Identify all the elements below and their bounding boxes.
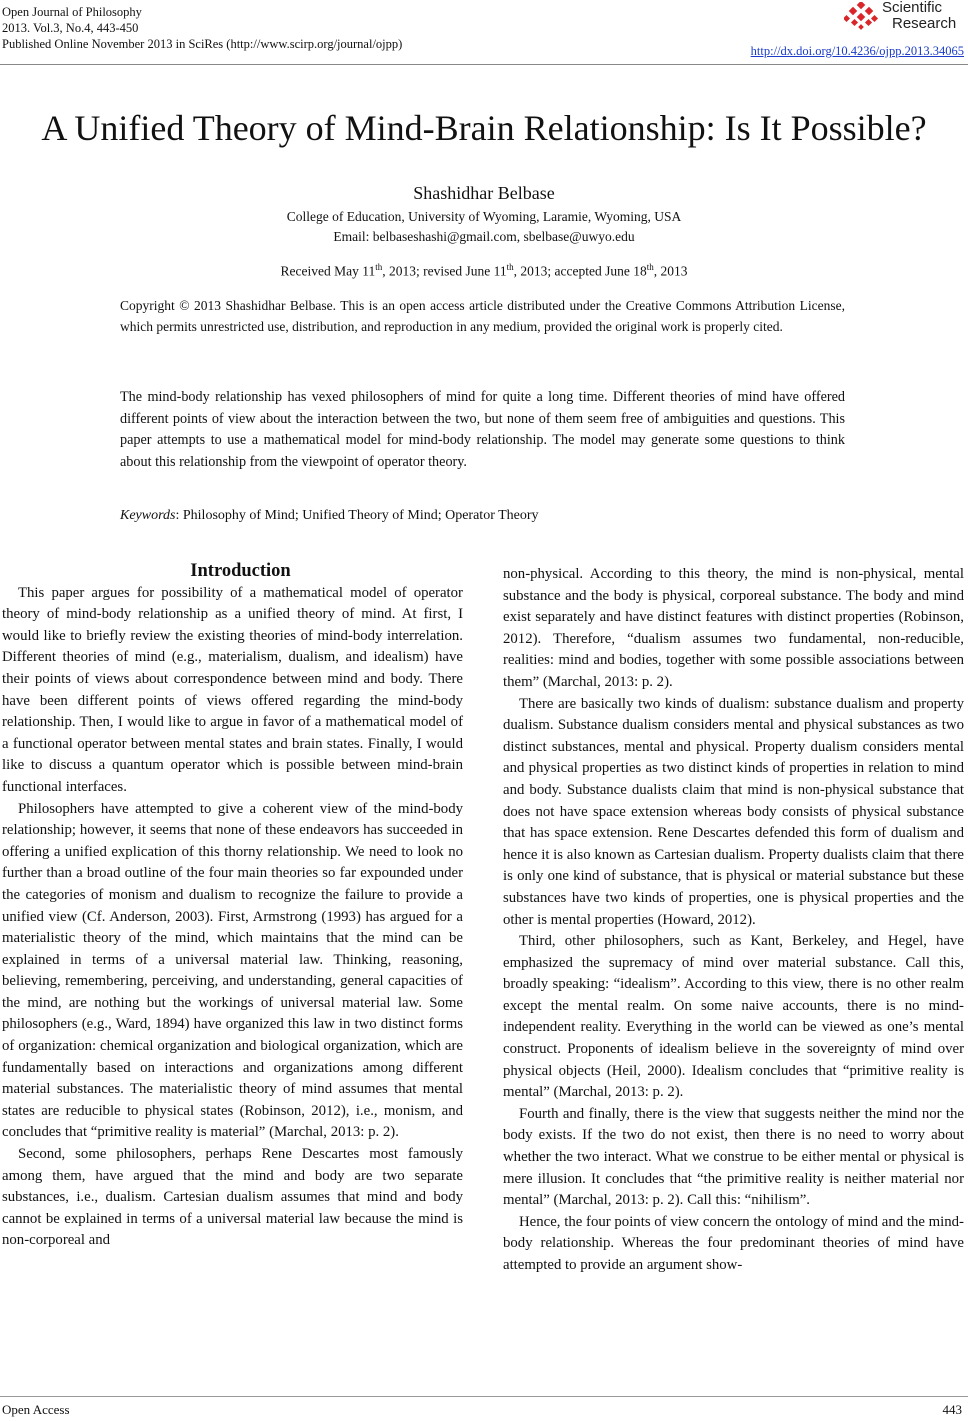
paragraph: This paper argues for possibility of a mathematical model of operator theory of mind-body relationship as a unified theory of mind. At first, I would like to briefly review the existing theories of mind-body interrelation. Different theories of mind (e.g., materialism, dualism, and idealism) have their points of views about correspondence between mind and body. There have been different points of views offered regarding the mind-body relationship. Then, I would like to argue in favor of a mathematical model of a functional operator between mental states and brain states. Finally, I would like to discuss a quantum operator which is possible between mind-brain functional interfaces.	[2, 584, 463, 795]
doi-link[interactable]: http://dx.doi.org/10.4236/ojpp.2013.34065	[750, 44, 964, 58]
right-column	[503, 564, 964, 1277]
page-number: 443	[942, 1402, 962, 1417]
keywords-label: Keywords	[120, 508, 176, 523]
received-dates	[0, 262, 968, 280]
paragraph: Fourth and finally, there is the view that suggests neither the mind nor the body exists. If the two do not exist, then there is no need to worry about whether the two interact. What we construe to be either mental or physical is mere illusion. It concludes that “the primitive reality is neither material nor mental” (Marchal, 2013: p. 2). Call this: “nihilism”.	[503, 1105, 964, 1209]
received-suffix: th	[375, 262, 383, 272]
copyright-notice: Copyright © 2013 Shashidhar Belbase. This is an open access article distributed under the Creative Commons Attribution License, which permits unrestricted use, distribution, and reproduction in any medium, provided the original work is properly cited.	[120, 298, 845, 334]
publication-note: Published Online November 2013 in SciRes (http://www.scirp.org/journal/ojpp)	[2, 37, 403, 51]
accepted-date: , 2013; accepted June 18	[513, 263, 647, 279]
abstract: The mind-body relationship has vexed philosophers of mind for quite a long time. Different theories of mind have offered different points of view about the interaction between the two, but none of them seem free of ambiguities and questions. This paper attempts to use a mathematical model for mind-body relationship. The model may generate some questions to think about this relationship from the viewpoint of operator theory.	[120, 389, 845, 470]
paragraph: Hence, the four points of view concern the ontology of mind and the mind-body relationship. Whereas the four predominant theories of mind have attempted to provide an argument show-	[503, 1213, 964, 1273]
paragraph: Third, other philosophers, such as Kant, Berkeley, and Hegel, have emphasized the supremacy of mind over material substance. Call this, broadly speaking: “idealism”. According to this view, there is no other realm except the mental realm. On some naive accounts, there is no mind-independent reality. Everything in the world can be viewed as one’s mental construct. Proponents of idealism believe in the sovereignty of mind over physical objects (Heil, 2000). Idealism concludes that “primitive reality is mental” (Marchal, 2013: p. 2).	[503, 933, 964, 1101]
paragraph: Second, some philosophers, perhaps Rene Descartes most famously among them, have argued that the mind and body are two separate substances, i.e., dualism. Cartesian dualism assumes that mind and body cannot be explained in terms of a universal material law because the mind is non-corporeal and	[2, 1146, 463, 1249]
author-affiliation: College of Education, University of Wyoming, Laramie, Wyoming, USA	[286, 209, 682, 224]
footer-open-access: Open Access	[2, 1402, 70, 1417]
paragraph: non-physical. According to this theory, the mind is non-physical, mental substance and the body is physical, corporeal substance. The body and mind exist separately and have distinct features with distinct properties (Robinson, 2012). Therefore, “dualism assumes two fundamental, non-reducible, realities: mind and bodies, together with some possible associations between them” (Marchal, 2013: p. 2).	[503, 566, 964, 690]
author-name: Shashidhar Belbase	[413, 183, 555, 203]
accepted-suffix: th	[646, 262, 654, 272]
logo-line-1: Scientific	[882, 0, 943, 16]
logo-wordmark	[882, 0, 956, 32]
keywords-list: : Philosophy of Mind; Unified Theory of Mind; Operator Theory	[175, 508, 539, 523]
journal-volume: 2013. Vol.3, No.4, 443-450	[2, 21, 139, 35]
author-email: Email: belbaseshashi@gmail.com, sbelbase@uwyo.edu	[333, 229, 635, 244]
paragraph: Philosophers have attempted to give a coherent view of the mind-body relationship; however, it seems that none of these endeavors has succeeded in offering a unified explication of this thorny relationship. We need to look no further than a broad outline of the four main theories so far expounded under the categories of monism and dualism to recognize the failure to provide a unified view (Cf. Anderson, 2003). First, Armstrong (1993) has argued for a materialistic theory of the mind, which maintains that the mind can be explained in terms of a universal material law. Thinking, reasoning, believing, remembering, perceiving, and understanding, general capacities of the mind, are nothing but the workings of universal material law. Some philosophers (e.g., Ward, 1894) have organized this law in two distinct forms of organization: chemical organization and biological organization, which are fundamentally based on interactions and organizations among different material substances. The materialistic theory of mind assumes that mental states are reducible to physical states (Robinson, 2012), i.e., monism, and concludes that “primitive reality is material” (Marchal, 2013: p. 2).	[2, 800, 463, 1141]
received-date: Received May 11	[280, 263, 376, 279]
logo-line-2: Research	[892, 15, 957, 32]
journal-name: Open Journal of Philosophy	[2, 5, 142, 19]
paper-title: A Unified Theory of Mind-Brain Relationship: Is It Possible?	[41, 108, 927, 148]
paragraph: There are basically two kinds of dualism: substance dualism and property dualism. Substance dualism considers mental and physical substances as two distinct substances, mental and physical. Property dualism considers mental and physical properties as two distinct kinds of properties in relation to mind and body. Substance dualists claim that mind is non-physical substance that does not have space extension whereas body consists of physical substance that has space extension. Rene Descartes defended this form of dualism and hence it is also known as Cartesian dualism. Property dualists claim that there is only one kind of substance, that is physical or material substance but these substances have two kinds of properties, one is physical properties and the other is mental properties (Howard, 2012).	[503, 695, 964, 928]
publisher-logo	[844, 0, 964, 36]
scientific-research-logo-icon	[844, 2, 880, 32]
left-column	[2, 561, 463, 1252]
header-rule	[0, 64, 968, 65]
section-title: Introduction	[190, 561, 291, 581]
keywords	[120, 508, 539, 524]
revised-suffix: th	[506, 262, 514, 272]
revised-date: , 2013; revised June 11	[382, 263, 507, 279]
year: , 2013	[653, 263, 688, 279]
footer-rule	[0, 1396, 968, 1397]
running-header	[2, 4, 402, 52]
